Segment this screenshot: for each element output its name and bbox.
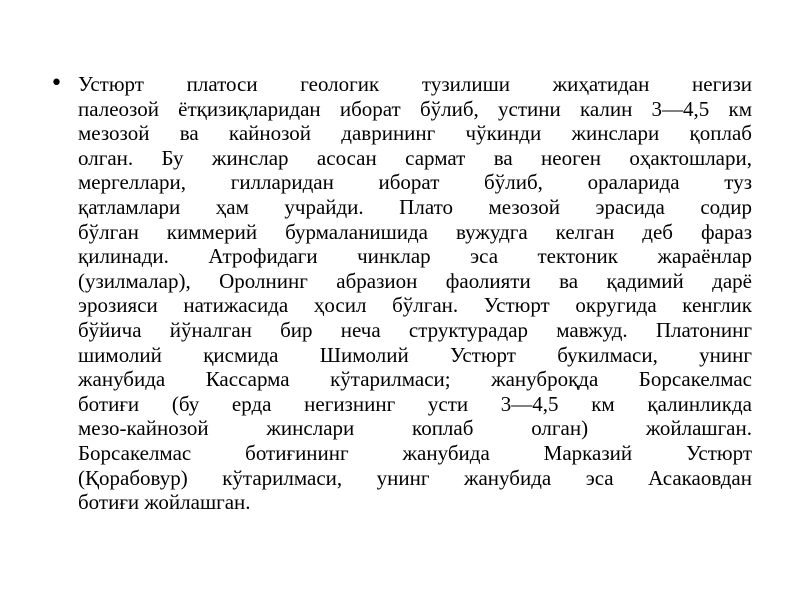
- paragraph-line-14: ботиғи (бу ерда негизнинг усти 3—4,5 км қалинликда: [78, 391, 752, 416]
- paragraph-line-1: Устюрт платоси геологик тузилиши жиҳатидан негизи: [78, 72, 752, 96]
- paragraph-line-3: мезозой ва кайнозой даврининг чўкинди жинслари қоплаб: [78, 121, 752, 146]
- bullet-item: [50, 72, 752, 515]
- paragraph-line-13: жанубида Кассарма кўтарилмаси; жануброқда Борсакелмас: [78, 367, 752, 392]
- paragraph-line-18: ботиғи жойлашган.: [78, 490, 251, 515]
- bullet-list: [50, 72, 752, 515]
- paragraph-line-12: шимолий қисмида Шимолий Устюрт букилмаси, унинг: [78, 342, 752, 367]
- paragraph-line-17: (Қорабовур) кўтарилмаси, унинг жанубида эса Асакаовдан: [78, 465, 752, 490]
- paragraph-line-5: мергеллари, гилларидан иборат бўлиб, ораларида туз: [78, 170, 752, 195]
- paragraph-line-4: олган. Бу жинслар асосан сармат ва неоген оҳактошлари,: [78, 145, 752, 170]
- paragraph-line-16: Борсакелмас ботиғининг жанубида Марказий Устюрт: [78, 440, 752, 465]
- paragraph-line-10: эрозияси натижасида ҳосил бўлган. Устюрт округида кенглик: [78, 293, 752, 318]
- paragraph-line-9: (узилмалар), Оролнинг абразион фаолияти ва қадимий дарё: [78, 268, 752, 293]
- bullet-icon: •: [50, 71, 63, 96]
- paragraph-line-11: бўйича йўналган бир неча структурадар мавжуд. Платонинг: [78, 317, 752, 342]
- paragraph-line-7: бўлган киммерий бурмаланишида вужудга келган деб фараз: [78, 219, 752, 244]
- paragraph-line-15: мезо-кайнозой жинслари коплаб олган) жойлашган.: [78, 416, 752, 441]
- paragraph: [78, 72, 752, 515]
- paragraph-line-6: қатламлари ҳам учрайди. Плато мезозой эрасида содир: [78, 194, 752, 219]
- paragraph-line-2: палеозой ётқизиқларидан иборат бўлиб, устини калин 3—4,5 км: [78, 96, 752, 121]
- paragraph-line-8: қилинади. Атрофидаги чинклар эса тектоник жараёнлар: [78, 244, 752, 269]
